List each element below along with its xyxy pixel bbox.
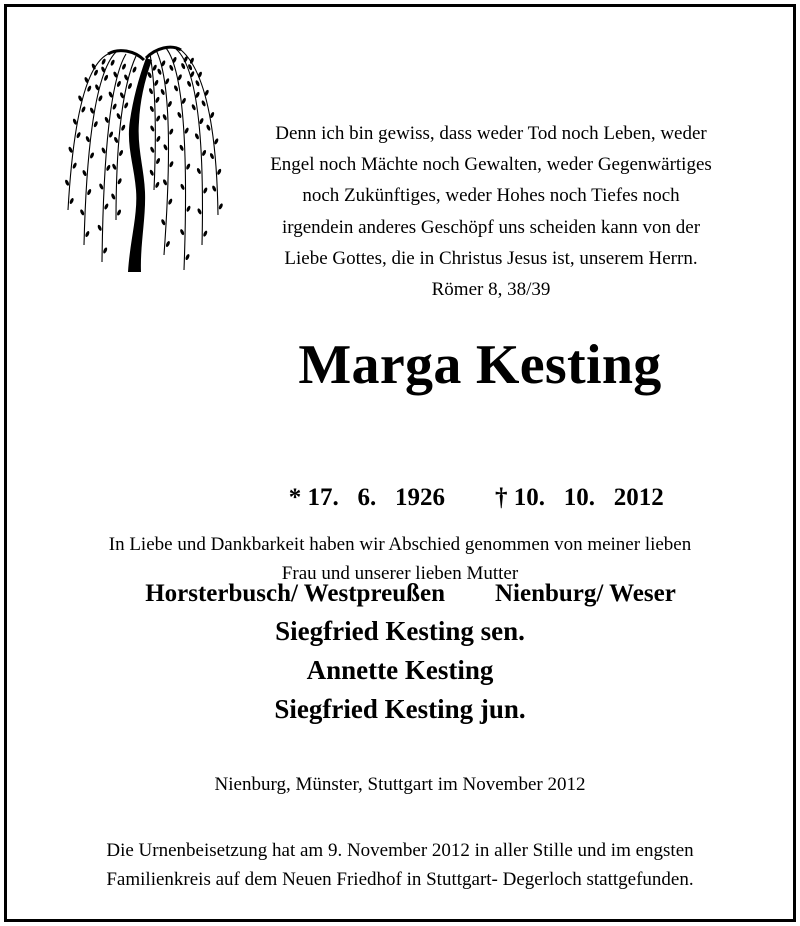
farewell-line: In Liebe und Dankbarkeit haben wir Abschied genommen von meiner lieben [108,534,692,555]
farewell-text [40,530,760,588]
death-date: † 10. 10. 2012 [495,484,664,511]
place-and-date: Nienburg, Münster, Stuttgart im November 2012 [214,774,586,795]
birth-place: Horsterbusch/ Westpreußen [145,580,445,607]
verse-line: irgendein anderes Geschöpf uns scheiden kann von der [281,216,701,238]
verse-line: Liebe Gottes, die in Christus Jesus ist, unserem Herrn. [284,247,698,269]
verse-line: noch Zukünftiges, weder Hohes noch Tiefes noch [302,185,680,207]
verse-line: Denn ich bin gewiss, dass weder Tod noch Leben, weder [275,123,707,144]
verse-reference: Römer 8, 38/39 [431,279,551,301]
deceased-name: Marga Kesting [298,334,662,396]
bible-verse [228,118,754,305]
mourner-name: Siegfried Kesting jun. [274,694,526,724]
burial-notice [40,836,760,894]
burial-notice-line: Familienkreis auf dem Neuen Friedhof in Stuttgart- Degerloch stattgefunden. [106,869,694,890]
birth-date: * 17. 6. 1926 [288,484,445,511]
death-place: Nienburg/ Weser [495,580,676,607]
burial-notice-line: Die Urnenbeisetzung hat am 9. November 2012 in aller Stille und im engsten [106,840,694,861]
mourners-list [100,612,700,729]
farewell-line: Frau und unserer lieben Mutter [281,563,519,584]
mourner-name: Siegfried Kesting sen. [275,616,525,646]
verse-line: Engel noch Mächte noch Gewalten, weder Gegenwärtiges [270,154,712,176]
weeping-willow-icon [46,40,226,275]
mourner-name: Annette Kesting [306,655,494,685]
